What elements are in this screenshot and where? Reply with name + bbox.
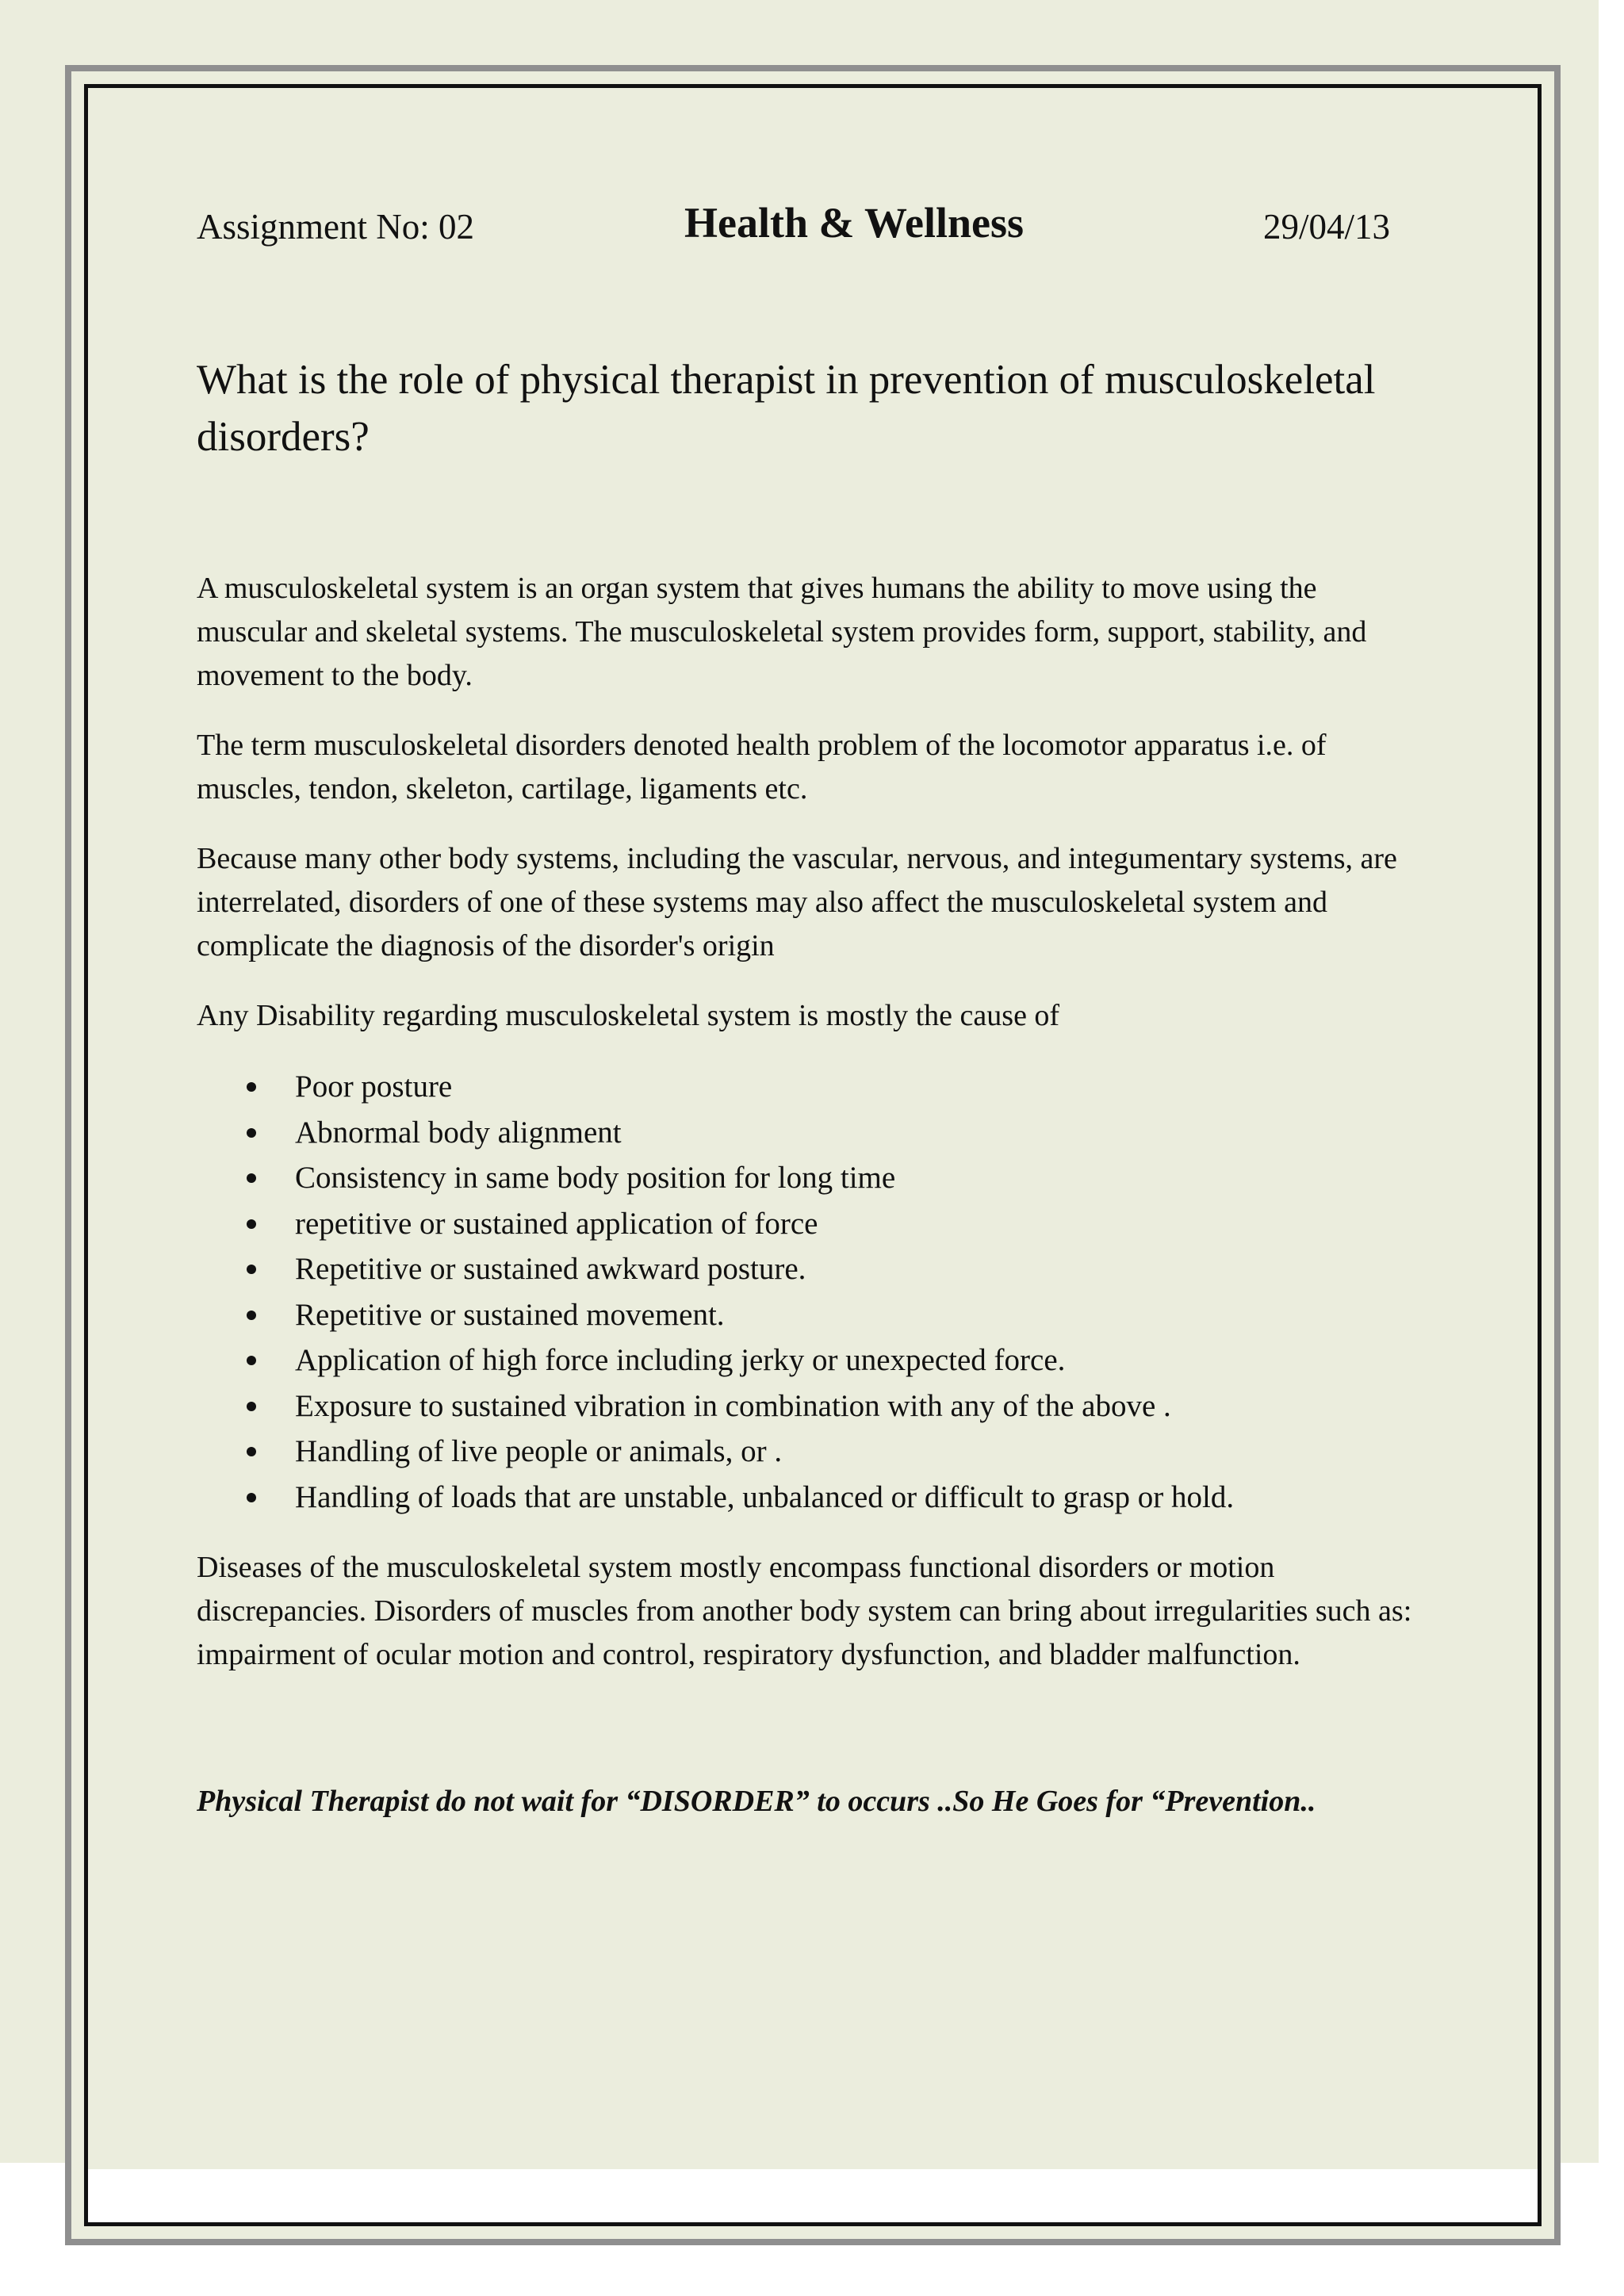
bullet-icon [247, 1128, 256, 1138]
list-item [197, 1475, 1434, 1521]
list-item [197, 1292, 1434, 1338]
list-item-text: Poor posture [295, 1070, 453, 1104]
diseases-paragraph: Diseases of the musculoskeletal system mostly encompass functional disorders or motion discrepancies. Disorders of muscles from another body system can bring about irregularities such as: impairment of ocular motion and control, respiratory dysfunction, and bladder malfunction. [197, 1551, 1412, 1671]
list-item [197, 1110, 1434, 1156]
document-title: Health & Wellness [684, 199, 1025, 247]
paragraph: A musculoskeletal system is an organ system that gives humans the ability to move using the muscular and skeletal systems. The musculoskeletal system provides form, support, stability, and movement to the body. [197, 572, 1367, 692]
bullet-icon [247, 1311, 256, 1320]
body-text [197, 567, 1434, 1677]
list-item-text: Repetitive or sustained movement. [295, 1297, 725, 1332]
causes-list [197, 1064, 1434, 1520]
document-date: 29/04/13 [1263, 207, 1391, 247]
list-item-text: Repetitive or sustained awkward posture. [295, 1252, 806, 1286]
bullet-icon [247, 1402, 256, 1411]
bullet-icon [247, 1265, 256, 1274]
list-item-text: Application of high force including jerky or unexpected force. [295, 1343, 1066, 1377]
bullet-icon [247, 1173, 256, 1183]
list-item [197, 1201, 1434, 1247]
paragraph: Because many other body systems, including the vascular, nervous, and integumentary systems, are interrelated, disorders of one of these systems may also affect the musculoskeletal system and complicate the diagnosis of the disorder's origin [197, 842, 1397, 962]
list-item-text: Handling of live people or animals, or . [295, 1434, 783, 1468]
paragraph: Any Disability regarding musculoskeletal system is mostly the cause of [197, 999, 1060, 1032]
list-item-text: Exposure to sustained vibration in combination with any of the above . [295, 1388, 1171, 1423]
list-item-text: Handling of loads that are unstable, unbalanced or difficult to grasp or hold. [295, 1479, 1235, 1514]
bullet-icon [247, 1493, 256, 1502]
list-item-text: Abnormal body alignment [295, 1115, 622, 1150]
list-item [197, 1383, 1434, 1429]
list-item [197, 1155, 1434, 1201]
bullet-icon [247, 1356, 256, 1365]
assignment-number: Assignment No: 02 [197, 207, 475, 247]
list-item [197, 1246, 1434, 1292]
question-heading: What is the role of physical therapist in prevention of musculoskeletal disorders? [197, 357, 1376, 460]
bullet-icon [247, 1219, 256, 1229]
list-item-text: Consistency in same body position for long time [295, 1161, 896, 1195]
bullet-icon [247, 1082, 256, 1092]
document-header [197, 198, 1434, 254]
document-body [197, 198, 1434, 1819]
list-item-text: repetitive or sustained application of force [295, 1206, 818, 1241]
list-item [197, 1064, 1434, 1110]
list-item [197, 1337, 1434, 1383]
list-item [197, 1429, 1434, 1475]
bullet-icon [247, 1447, 256, 1456]
closing-statement: Physical Therapist do not wait for “DISORDER” to occurs ..So He Goes for “Prevention.. [197, 1785, 1316, 1818]
paragraph: The term musculoskeletal disorders denoted health problem of the locomotor apparatus i.e. of muscles, tendon, skeleton, cartilage, ligaments etc. [197, 729, 1327, 806]
